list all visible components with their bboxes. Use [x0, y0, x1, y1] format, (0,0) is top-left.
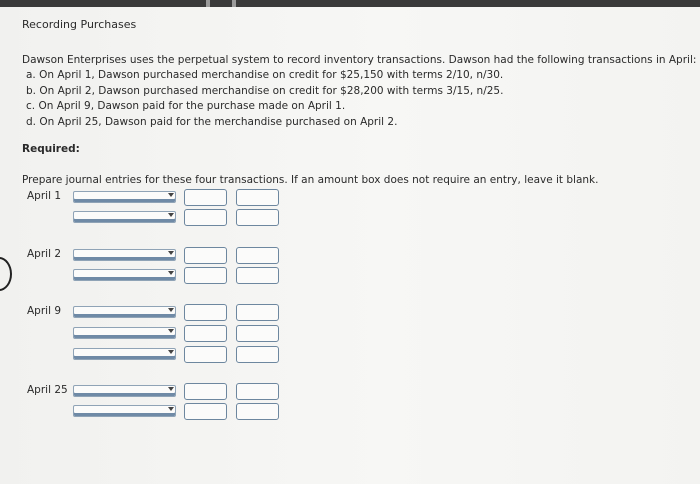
- dropdown-arrow-icon: [168, 329, 174, 333]
- account-select[interactable]: [73, 405, 176, 417]
- credit-amount-input[interactable]: [236, 209, 279, 226]
- credit-amount-input[interactable]: [236, 189, 279, 206]
- entry-date-april-25: April 25: [27, 384, 68, 396]
- transaction-c: c. On April 9, Dawson paid for the purchase made on April 1.: [26, 100, 346, 112]
- debit-amount-input[interactable]: [184, 403, 227, 420]
- account-select[interactable]: [73, 211, 176, 223]
- account-select[interactable]: [73, 249, 176, 261]
- account-select[interactable]: [73, 327, 176, 339]
- credit-amount-input[interactable]: [236, 267, 279, 284]
- entry-date-april-1: April 1: [27, 190, 62, 202]
- debit-amount-input[interactable]: [184, 247, 227, 264]
- dropdown-arrow-icon: [168, 407, 174, 411]
- dropdown-arrow-icon: [168, 387, 174, 391]
- debit-amount-input[interactable]: [184, 383, 227, 400]
- dropdown-arrow-icon: [168, 213, 174, 217]
- account-select[interactable]: [73, 306, 176, 318]
- problem-intro: Dawson Enterprises uses the perpetual system to record inventory transactions. Dawson had the following transactions in April:: [22, 54, 697, 66]
- credit-amount-input[interactable]: [236, 247, 279, 264]
- account-select[interactable]: [73, 348, 176, 360]
- debit-amount-input[interactable]: [184, 267, 227, 284]
- top-bar-mark: [206, 0, 210, 7]
- entry-date-april-9: April 9: [27, 305, 62, 317]
- dropdown-arrow-icon: [168, 308, 174, 312]
- account-select[interactable]: [73, 269, 176, 281]
- credit-amount-input[interactable]: [236, 403, 279, 420]
- credit-amount-input[interactable]: [236, 383, 279, 400]
- problem-page: [0, 7, 700, 484]
- credit-amount-input[interactable]: [236, 346, 279, 363]
- dropdown-arrow-icon: [168, 251, 174, 255]
- dropdown-arrow-icon: [168, 193, 174, 197]
- transaction-b: b. On April 2, Dawson purchased merchandise on credit for $28,200 with terms 3/15, n/25.: [26, 85, 504, 97]
- account-select[interactable]: [73, 191, 176, 203]
- required-heading: Required:: [22, 143, 80, 155]
- debit-amount-input[interactable]: [184, 325, 227, 342]
- dropdown-arrow-icon: [168, 271, 174, 275]
- account-select[interactable]: [73, 385, 176, 397]
- debit-amount-input[interactable]: [184, 189, 227, 206]
- top-bar: [0, 0, 700, 7]
- instructions: Prepare journal entries for these four transactions. If an amount box does not require an entry, leave it blank.: [22, 174, 599, 186]
- entry-date-april-2: April 2: [27, 248, 62, 260]
- credit-amount-input[interactable]: [236, 325, 279, 342]
- dropdown-arrow-icon: [168, 350, 174, 354]
- transaction-a: a. On April 1, Dawson purchased merchandise on credit for $25,150 with terms 2/10, n/30.: [26, 69, 504, 81]
- page-edge-arc: [0, 257, 12, 291]
- debit-amount-input[interactable]: [184, 209, 227, 226]
- debit-amount-input[interactable]: [184, 304, 227, 321]
- top-bar-mark: [232, 0, 236, 7]
- debit-amount-input[interactable]: [184, 346, 227, 363]
- problem-title: Recording Purchases: [22, 18, 137, 31]
- transaction-d: d. On April 25, Dawson paid for the merchandise purchased on April 2.: [26, 116, 398, 128]
- credit-amount-input[interactable]: [236, 304, 279, 321]
